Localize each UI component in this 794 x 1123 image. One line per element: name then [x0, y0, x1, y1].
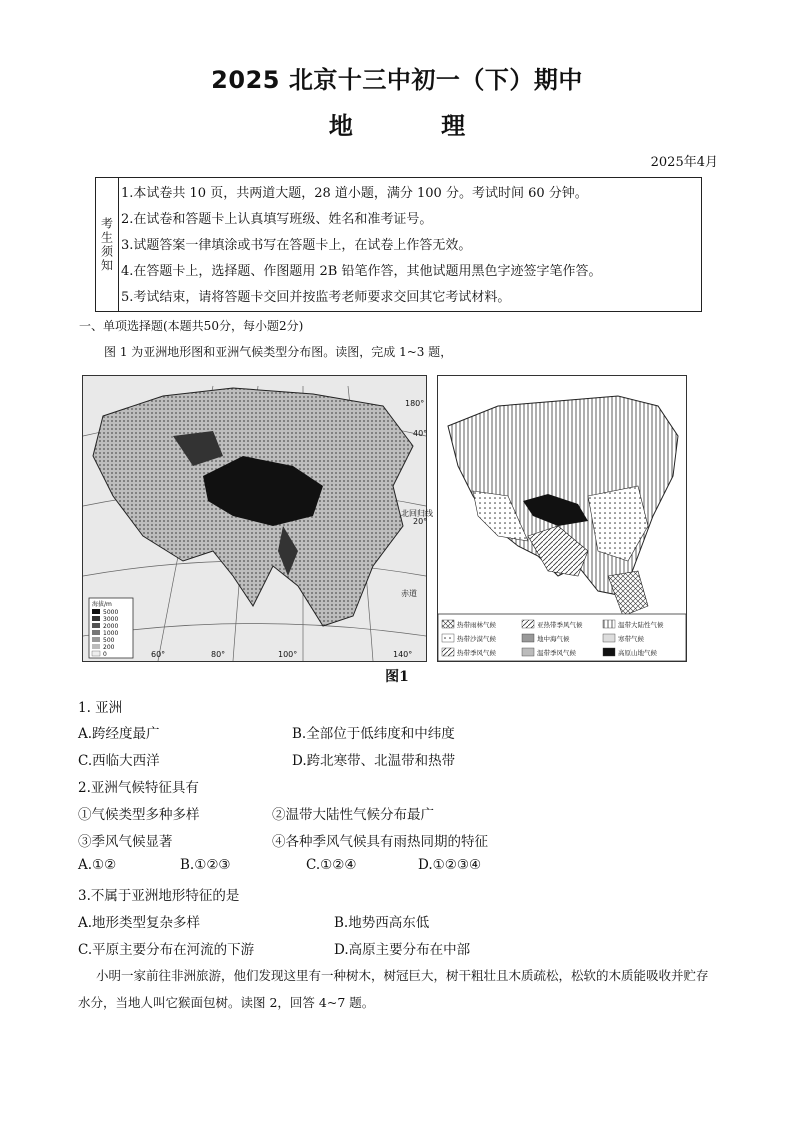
climate-map-graphic — [438, 376, 686, 661]
legend-level: 1000 — [103, 630, 119, 637]
climate-legend-item: 温带大陆性气候 — [618, 621, 664, 629]
section-intro: 图 1 为亚洲地形图和亚洲气候类型分布图。读图，完成 1~3 题， — [104, 345, 453, 359]
legend-title: 海拔/m — [92, 601, 112, 608]
question-statement: ①气候类型多种多样 — [78, 807, 200, 823]
topography-map-graphic — [83, 376, 433, 661]
notice-label: 考生须知 — [99, 216, 114, 273]
question-option: A.①② — [78, 857, 117, 873]
passage-text: 小明一家前往非洲旅游，他们发现这里有一种树木，树冠巨大，树干粗壮且木质疏松，松软的木质能吸收并贮存水分，当地人叫它猴面包树。读图 2，回答 4~7 题。 — [78, 968, 709, 1010]
longitude-label: 100° — [278, 650, 298, 659]
legend-level: 5000 — [103, 609, 119, 616]
latitude-label: 20° — [413, 517, 428, 526]
question-option: B.①②③ — [180, 857, 231, 873]
climate-legend-item: 寒带气候 — [618, 635, 644, 643]
exam-notice-box — [95, 177, 702, 312]
legend-level: 0 — [103, 651, 107, 658]
tropic-label: 北回归线 — [401, 509, 433, 518]
question-option: C.西临大西洋 — [78, 753, 160, 769]
legend-level: 200 — [103, 644, 115, 651]
climate-legend-item: 高原山地气候 — [618, 649, 657, 657]
asia-topography-map — [82, 375, 433, 662]
question-option: A.地形类型复杂多样 — [78, 915, 201, 931]
question-option: B.地势西高东低 — [334, 915, 430, 931]
question-statement: ④各种季风气候具有雨热同期的特征 — [272, 834, 488, 850]
climate-legend-item: 温带季风气候 — [537, 649, 576, 657]
notice-item: 2.在试卷和答题卡上认真填写班级、姓名和准考证号。 — [121, 212, 433, 227]
equator-label: 赤道 — [401, 589, 417, 598]
latitude-label: 180° — [405, 399, 425, 408]
page-title: 2025 北京十三中初一（下）期中 — [211, 66, 583, 94]
section-heading: 一、单项选择题(本题共50分，每小题2分) — [79, 319, 304, 333]
asia-climate-map — [437, 375, 687, 662]
question-option: D.高原主要分布在中部 — [334, 942, 471, 958]
climate-legend-item: 亚热带季风气候 — [537, 621, 583, 629]
notice-item: 3.试题答案一律填涂或书写在答题卡上，在试卷上作答无效。 — [121, 238, 472, 253]
climate-legend-item: 地中海气候 — [537, 635, 570, 643]
notice-item: 5.考试结束，请将答题卡交回并按监考老师要求交回其它考试材料。 — [121, 290, 511, 305]
question-option: A.跨经度最广 — [78, 726, 160, 742]
subject-title: 地 理 — [328, 112, 506, 140]
climate-legend-item: 热带雨林气候 — [457, 621, 496, 629]
question-statement: ③季风气候显著 — [78, 834, 173, 850]
notice-item: 4.在答题卡上，选择题、作图题用 2B 铅笔作答，其他试题用黑色字迹签字笔作答。 — [121, 264, 602, 279]
notice-list — [121, 184, 602, 314]
notice-item: 1.本试卷共 10 页，共两道大题，28 道小题，满分 100 分。考试时间 60 分钟。 — [121, 186, 588, 201]
legend-level: 2000 — [103, 623, 119, 630]
legend-level: 3000 — [103, 616, 119, 623]
question-option: D.①②③④ — [418, 857, 482, 873]
figure-caption: 图1 — [385, 669, 409, 685]
question-option: C.①②④ — [306, 857, 357, 873]
question-option: D.跨北寒带、北温带和热带 — [292, 753, 456, 769]
longitude-label: 80° — [211, 650, 226, 659]
longitude-label: 60° — [151, 650, 166, 659]
notice-label-cell — [96, 178, 119, 311]
question-statement: ②温带大陆性气候分布最广 — [272, 807, 434, 823]
question-stem: 3.不属于亚洲地形特征的是 — [78, 888, 240, 904]
legend-level: 500 — [103, 637, 115, 644]
exam-date: 2025年4月 — [650, 155, 718, 170]
question-stem: 1. 亚洲 — [78, 700, 123, 716]
question-option: B.全部位于低纬度和中纬度 — [292, 726, 455, 742]
climate-legend-item: 热带季风气候 — [457, 649, 496, 657]
latitude-label: 40° — [413, 429, 428, 438]
longitude-label: 140° — [393, 650, 413, 659]
climate-legend-item: 热带沙漠气候 — [457, 635, 496, 643]
question-stem: 2.亚洲气候特征具有 — [78, 780, 199, 796]
question-option: C.平原主要分布在河流的下游 — [78, 942, 255, 958]
